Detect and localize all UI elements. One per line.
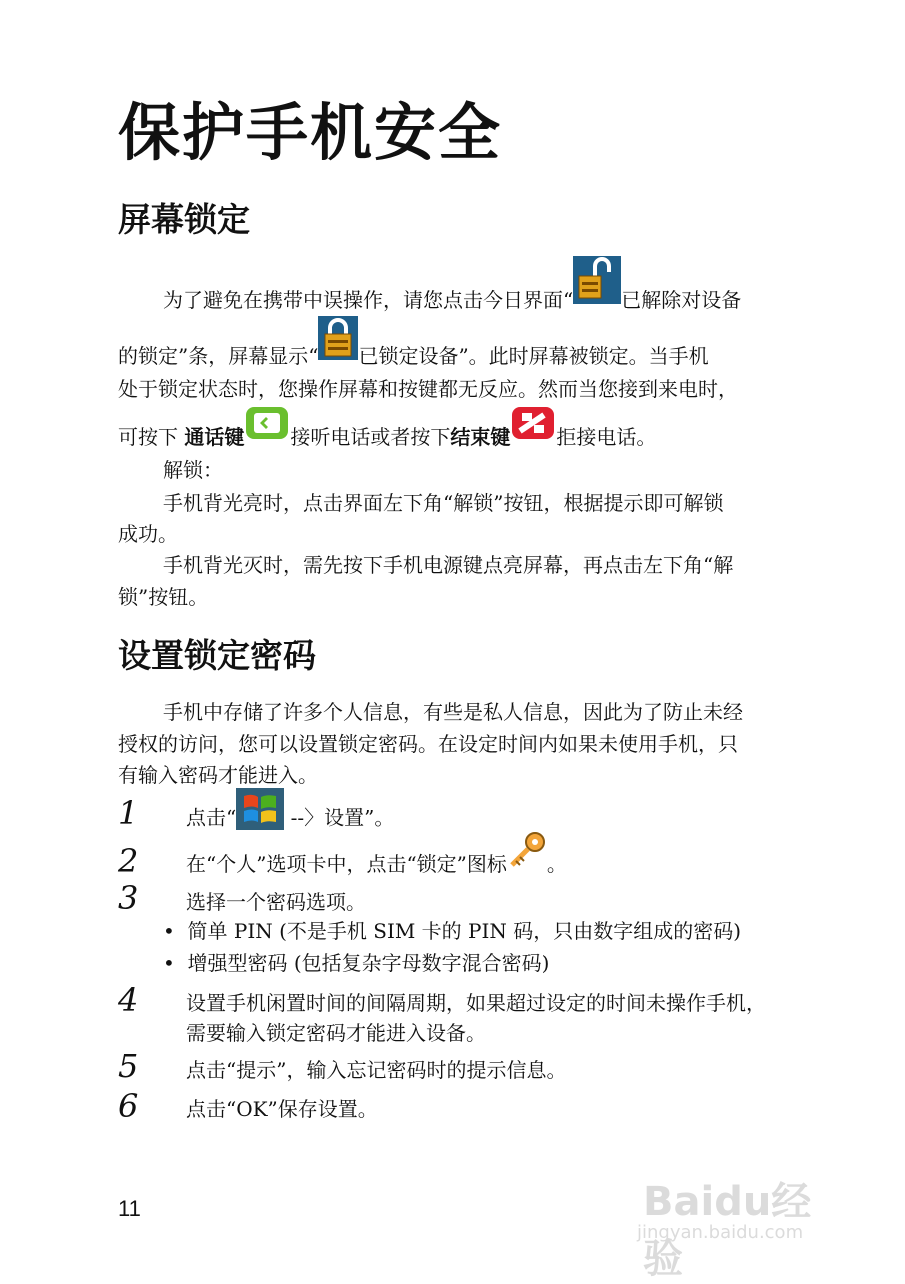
list-item [163,946,549,980]
paragraph-line: 锁”按钮。 [118,585,209,609]
step-text: 设置手机闲置时间的间隔周期，如果超过设定的时间未操作手机， [186,991,766,1015]
step-number: 2 [118,842,139,880]
baidu-watermark [623,1158,843,1282]
step-number: 1 [118,794,139,832]
step-text: 点击“提示”，输入忘记密码时的提示信息。 [186,1058,567,1082]
step-text [186,798,394,840]
section-heading-set-password: 设置锁定密码 [118,636,316,675]
paragraph-line: 手机中存储了许多个人信息，有些是私人信息，因此为了防止未经 [163,700,743,724]
paragraph-line [118,339,709,373]
watermark-brand: Baidu经验 [643,1179,812,1282]
step-number: 5 [118,1047,139,1085]
page-title: 保护手机安全 [118,96,503,169]
paragraph-line: 有输入密码才能进入。 [118,763,318,787]
paragraph-line [163,283,741,317]
paragraph-line: 成功。 [118,522,178,546]
text-run: 在“个人”选项卡中，点击“锁定”图标 [186,852,507,876]
page-number: 11 [118,1196,141,1221]
step-text: 选择一个密码选项。 [186,890,366,914]
key-icon [507,830,547,880]
step-text [186,847,567,881]
section-heading-screen-lock: 屏幕锁定 [118,200,250,239]
text-run: 的锁定”条，屏幕显示“ [118,344,319,368]
step-text: 点击“OK”保存设置。 [186,1097,378,1121]
step-number: 4 [118,981,139,1019]
paragraph-line: 处于锁定状态时，您操作屏幕和按键都无反应。然而当您接到来电时， [118,377,738,401]
windows-start-icon [236,788,284,840]
list-item-text: 增强型密码 (包括复杂字母数字混合密码) [187,951,550,975]
text-run: 已锁定设备”。此时屏幕被锁定。当手机 [358,344,709,368]
text-run: 。 [546,852,567,876]
text-run: 可按下 [118,425,185,449]
end-key-label: 结束键 [450,425,511,449]
text-run: --〉设置”。 [284,805,395,830]
text-run: 接听电话或者按下 [290,425,451,449]
text-run: 点击“ [186,805,237,830]
paragraph-line: 手机背光灭时，需先按下手机电源键点亮屏幕，再点击左下角“解 [163,553,734,577]
bullet-dot: • [163,951,188,975]
call-key-label: 通话键 [184,425,245,449]
paragraph-line [118,420,656,454]
step-number: 6 [118,1087,139,1125]
step-number: 3 [118,879,139,917]
lock-icon [318,316,358,370]
text-run: 拒接电话。 [556,425,657,449]
list-item [163,914,741,948]
paragraph-line: 手机背光亮时，点击界面左下角“解锁”按钮，根据提示即可解锁 [163,491,724,515]
step-text: 需要输入锁定密码才能进入设备。 [186,1021,486,1045]
unlock-label: 解锁： [163,458,223,482]
text-run: 为了避免在携带中误操作，请您点击今日界面“ [163,288,574,312]
end-key-icon [510,405,556,451]
unlock-icon [573,256,621,314]
list-item-text: 简单 PIN (不是手机 SIM 卡的 PIN 码，只由数字组成的密码) [187,919,742,943]
call-key-icon [244,405,290,451]
paragraph-line: 授权的访问，您可以设置锁定密码。在设定时间内如果未使用手机，只 [118,732,738,756]
text-run: 已解除对设备 [621,288,742,312]
bullet-dot: • [163,919,188,943]
watermark-url: jingyan.baidu.com [637,1222,804,1243]
